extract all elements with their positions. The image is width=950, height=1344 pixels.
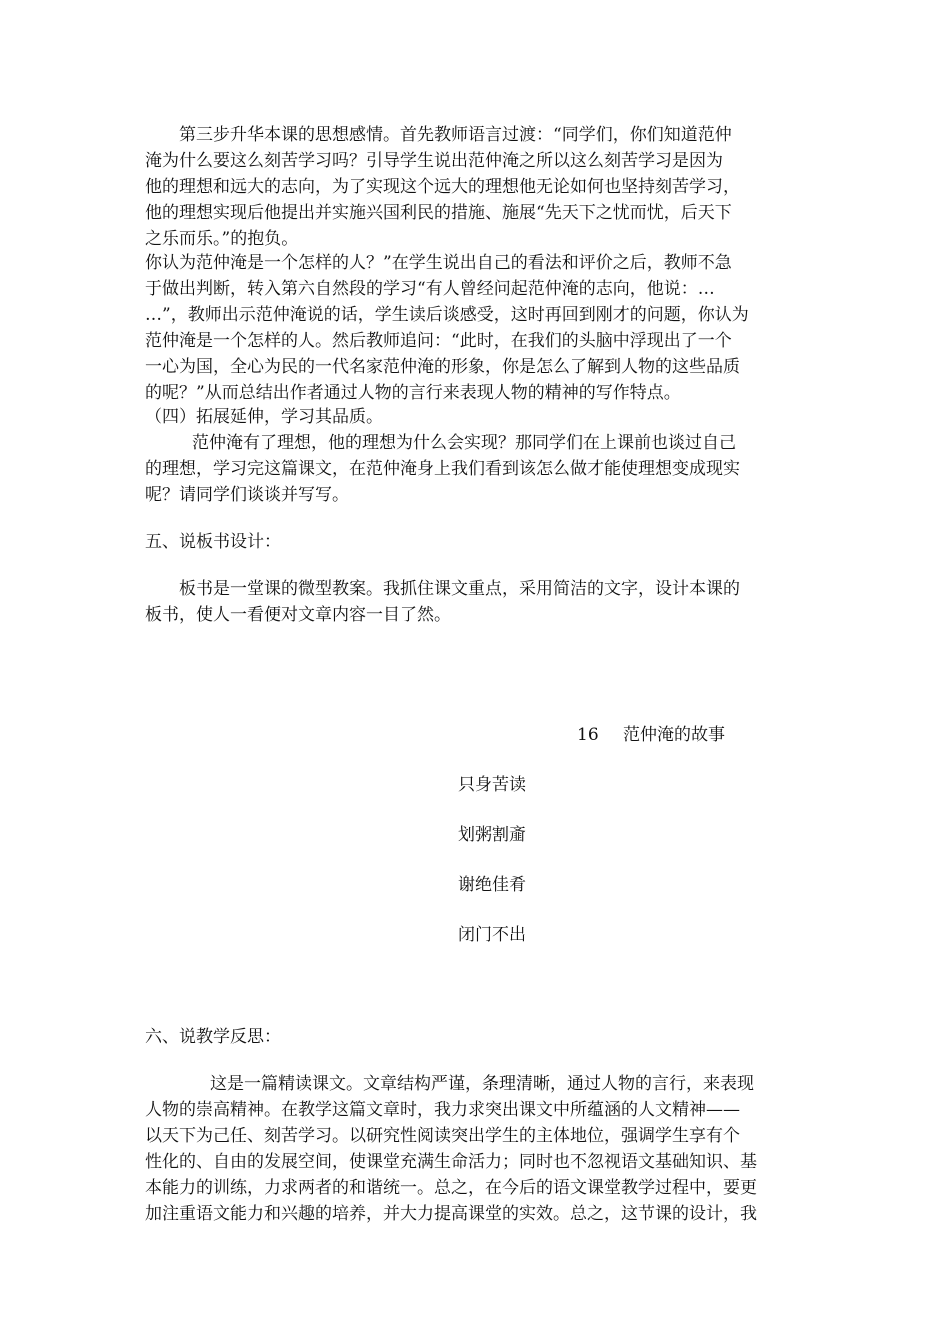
reflection-line-2: 人物的崇高精神。在教学这篇文章时，我力求突出课文中所蕴涵的人文精神—— [145,1100,740,1120]
board-item-1: 只身苦读 [458,775,526,795]
reflection-line-5: 本能力的训练，力求两者的和谐统一。总之，在今后的语文课堂教学过程中，要更 [145,1178,757,1198]
question-line-1: 你认为范仲淹是一个怎样的人？”在学生说出自己的看法和评价之后，教师不急 [145,253,732,273]
reflection-line-3: 以天下为己任、刻苦学习。以研究性阅读突出学生的主体地位，强调学生享有个 [145,1126,740,1146]
reflection-line-4: 性化的、自由的发展空间，使课堂充满生命活力；同时也不忽视语文基础知识、基 [145,1152,757,1172]
step3-line-5: 之乐而乐。”的抱负。 [145,229,299,249]
board-section-heading: 五、说板书设计： [145,532,281,552]
question-line-3: …”，教师出示范仲淹说的话，学生读后谈感受，这时再回到刚才的问题，你认为 [145,305,749,325]
extension-line-3: 呢？请同学们谈谈并写写。 [145,485,349,505]
extension-line-1: 范仲淹有了理想，他的理想为什么会实现？那同学们在上课前也谈过自己 [192,433,736,453]
reflection-line-1: 这是一篇精读课文。文章结构严谨，条理清晰，通过人物的言行，来表现 [210,1074,754,1094]
step3-line-2: 淹为什么要这么刻苦学习吗？引导学生说出范仲淹之所以这么刻苦学习是因为 [145,151,723,171]
lesson-title: 范仲淹的故事 [623,725,725,745]
question-line-6: 的呢？”从而总结出作者通过人物的言行来表现人物的精神的写作特点。 [145,383,681,403]
extension-heading: （四）拓展延伸，学习其品质。 [145,407,383,427]
board-section-line-2: 板书，使人一看便对文章内容一目了然。 [145,605,451,625]
question-line-5: 一心为国，全心为民的一代名家范仲淹的形象，你是怎么了解到人物的这些品质 [145,357,740,377]
step3-line-3: 他的理想和远大的志向，为了实现这个远大的理想他无论如何也坚持刻苦学习， [145,177,740,197]
board-item-2: 划粥割齑 [458,825,526,845]
step3-line-1: 第三步升华本课的思想感情。首先教师语言过渡：“同学们，你们知道范仲 [179,125,732,145]
reflection-line-6: 加注重语文能力和兴趣的培养，并大力提高课堂的实效。总之，这节课的设计，我 [145,1204,757,1224]
question-line-4: 范仲淹是一个怎样的人。然后教师追问：“此时，在我们的头脑中浮现出了一个 [145,331,732,351]
board-item-3: 谢绝佳肴 [458,875,526,895]
question-line-2: 于做出判断，转入第六自然段的学习“有人曾经问起范仲淹的志向，他说：… [145,279,715,299]
extension-line-2: 的理想，学习完这篇课文，在范仲淹身上我们看到该怎么做才能使理想变成现实 [145,459,740,479]
reflection-heading: 六、说教学反思： [145,1027,281,1047]
lesson-number: 16 [577,725,599,745]
step3-line-4: 他的理想实现后他提出并实施兴国利民的措施、施展“先天下之忧而忧，后天下 [145,203,732,223]
board-item-4: 闭门不出 [458,925,526,945]
board-section-line-1: 板书是一堂课的微型教案。我抓住课文重点，采用简洁的文字，设计本课的 [179,579,740,599]
